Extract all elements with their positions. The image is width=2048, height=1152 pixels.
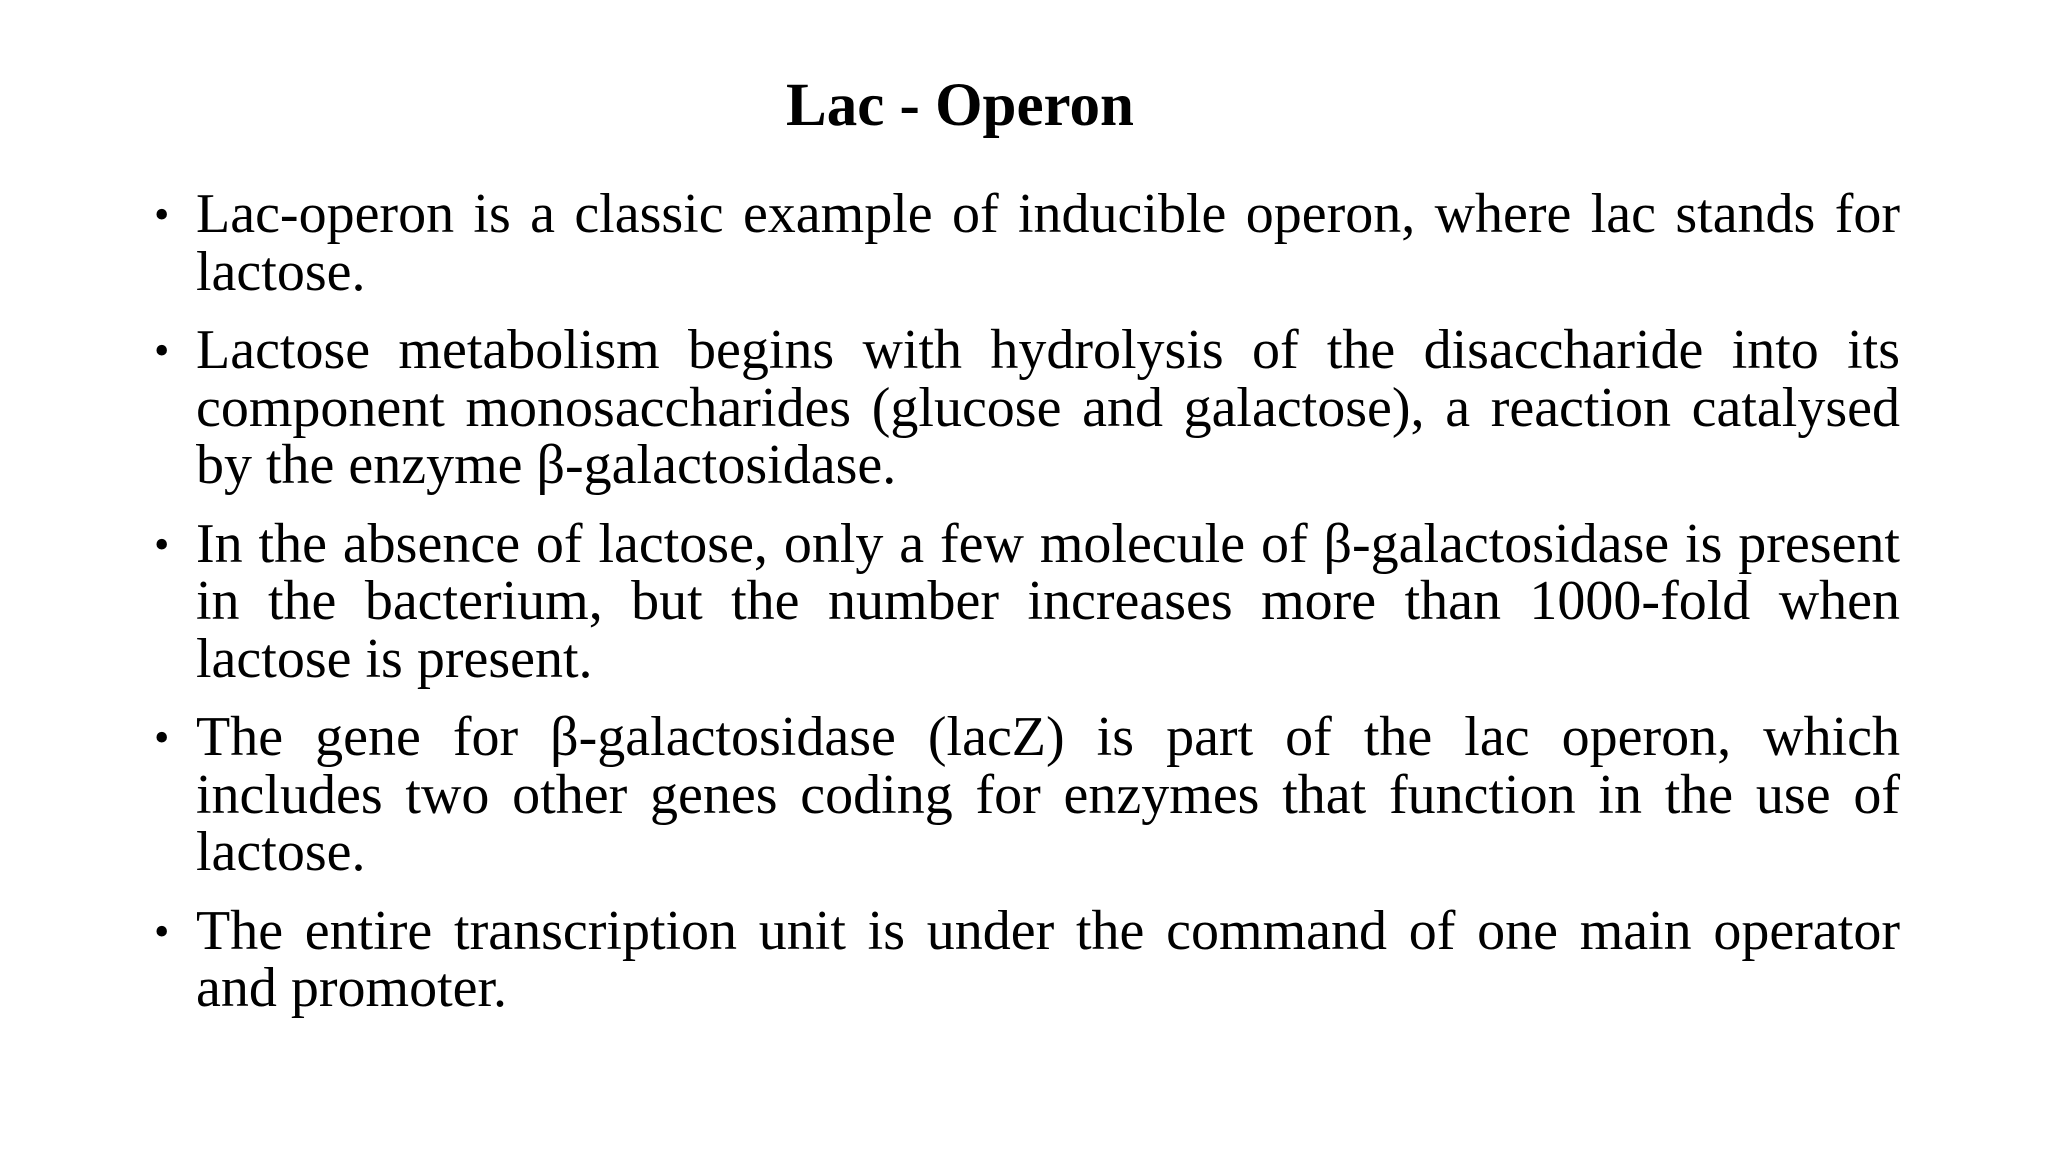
bullet-icon: •	[154, 713, 170, 762]
bullet-icon: •	[154, 519, 170, 569]
bullet-item	[148, 512, 1900, 690]
bullet-item	[148, 183, 1900, 303]
bullet-icon: •	[154, 906, 170, 956]
slide-title: Lac - Operon	[786, 72, 1134, 139]
bullet-item	[148, 899, 1900, 1019]
bullet-text: Lactose metabolism begins with hydrolysis of the disaccharide into its component monosaccharides (glucose and galactose), a reaction catalysed by the enzyme β-galactosidase.	[196, 319, 1900, 496]
bullet-item	[148, 706, 1900, 883]
bullet-icon: •	[154, 190, 170, 239]
bullet-text: Lac-operon is a classic example of inducible operon, where lac stands for lactose.	[196, 183, 1900, 303]
bullet-text: The gene for β-galactosidase (lacZ) is part of the lac operon, which includes two other genes coding for enzymes that function in the use of lactose.	[196, 706, 1900, 883]
bullet-text: In the absence of lactose, only a few molecule of β-galactosidase is present in the bacterium, but the number increases more than 1000-fold when lactose is present.	[196, 512, 1900, 690]
bullet-item	[148, 319, 1900, 496]
bullet-text: The entire transcription unit is under the command of one main operator and promoter.	[196, 899, 1900, 1019]
bullet-list	[148, 183, 1900, 1019]
bullet-icon: •	[154, 326, 170, 375]
